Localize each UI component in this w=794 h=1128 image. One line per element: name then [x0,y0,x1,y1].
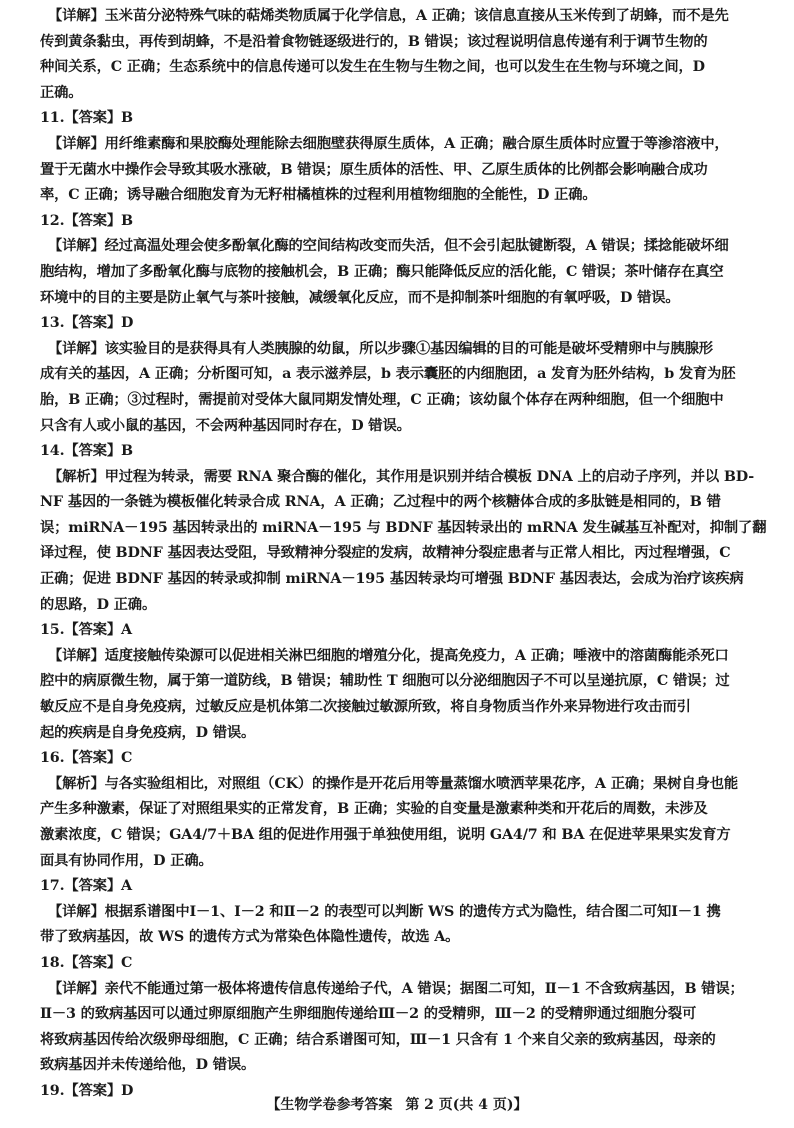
answer-heading: 19.【答案】D [40,1082,134,1099]
question-13 [40,311,770,439]
text-line: 【详解】亲代不能通过第一极体将遗传信息传递给子代，A 错误；据图二可知，Ⅱ－1 不含致病基因，B 错误； [48,980,744,997]
text-line: 【解析】甲过程为转录，需要 RNA 聚合酶的催化，其作用是识别并结合模板 DNA 上的启动子序列，并以 BD- [48,468,755,485]
text-line: 传到黄条黏虫，再传到胡蜂，不是沿着食物链逐级进行的，B 错误；该过程说明信息传递有利于调节生物的 [40,33,708,50]
text-line: 胎，B 正确；③过程时，需提前对受体大鼠同期发情处理，C 正确；该幼鼠个体存在两种细胞，但一个细胞中 [40,391,724,408]
text-line: Ⅱ－3 的致病基因可以通过卵原细胞产生卵细胞传递给Ⅲ－2 的受精卵，Ⅲ－2 的受精卵通过细胞分裂可 [40,1006,697,1023]
text-line: 【详解】玉米苗分泌特殊气味的萜烯类物质属于化学信息，A 正确；该信息直接从玉米传到了胡蜂，而不是先 [48,8,729,24]
question-16 [40,746,770,874]
answer-document [40,4,770,1105]
text-line: 正确；促进 BDNF 基因的转录或抑制 miRNA－195 基因转录均可增强 BDNF 基因表达，会成为治疗该疾病 [40,571,744,588]
answer-heading: 17.【答案】A [40,878,132,895]
text-line: 置于无菌水中操作会导致其吸水涨破，B 错误；原生质体的活性、甲、乙原生质体的比例都会影响融合成功 [40,161,708,178]
text-line: 将致病基因传给次级卵母细胞，C 正确；结合系谱图可知，Ⅲ－1 只含有 1 个来自父亲的致病基因，母亲的 [40,1031,716,1048]
question-15 [40,618,770,746]
text-line: 致病基因并未传递给他，D 错误。 [40,1057,256,1074]
footer-page-number: 第 2 页(共 4 页)】 [405,1097,528,1113]
text-line: 【解析】与各实验组相比，对照组（CK）的操作是开花后用等量蒸馏水喷洒苹果花序，A 正确；果树自身也能 [48,775,739,792]
answer-heading: 14.【答案】B [40,443,133,460]
page-footer [0,1094,794,1114]
text-line: 起的疾病是自身免疫病，D 错误。 [40,724,256,741]
answer-heading: 16.【答案】C [40,750,133,767]
text-line: 成有关的基因，A 正确；分析图可知，a 表示滋养层，b 表示囊胚的内细胞团，a 发育为胚外结构，b 发育为胚 [40,366,736,383]
text-line: 带了致病基因，故 WS 的遗传方式为常染色体隐性遗传，故选 A。 [40,929,460,946]
question-14 [40,439,770,618]
question-12 [40,209,770,311]
text-line: 【详解】用纤维素酶和果胶酶处理能除去细胞壁获得原生质体，A 正确；融合原生质体时应置于等渗溶液中， [48,135,729,152]
text-line: 激素浓度，C 错误；GA4/7＋BA 组的促进作用强于单独使用组，说明 GA4/7 和 BA 在促进苹果果实发育方 [40,827,731,843]
answer-heading: 11.【答案】B [40,110,133,127]
text-line: 胞结构，增加了多酚氧化酶与底物的接触机会，B 正确；酶只能降低反应的活化能，C 错误；茶叶储存在真空 [40,263,724,280]
footer-title: 【生物学卷参考答案 [266,1097,393,1113]
text-line: 误；miRNA－195 基因转录出的 miRNA－195 与 BDNF 基因转录出的 mRNA 发生碱基互补配对，抑制了翻 [40,519,767,536]
text-line: 产生多种激素，保证了对照组果实的正常发育，B 正确；实验的自变量是激素种类和开花后的周数，未涉及 [40,801,708,818]
answer-heading: 13.【答案】D [40,315,134,332]
text-line: 环境中的目的主要是防止氧气与茶叶接触，减缓氧化反应，而不是抑制茶叶细胞的有氧呼吸，D 错误。 [40,289,680,306]
answer-heading: 12.【答案】B [40,212,133,229]
text-line: NF 基因的一条链为模板催化转录合成 RNA，A 正确；乙过程中的两个核糖体合成的多肽链是相同的，B 错 [40,494,721,511]
text-line: 率，C 正确；诱导融合细胞发育为无籽柑橘植株的过程利用植物细胞的全能性，D 正确。 [40,187,597,204]
text-line: 【详解】该实验目的是获得具有人类胰腺的幼鼠，所以步骤①基因编辑的目的可能是破坏受精卵中与胰腺形 [48,340,713,357]
answer-heading: 15.【答案】A [40,622,132,639]
intro-paragraph [40,4,770,106]
text-line: 敏反应不是自身免疫病，过敏反应是机体第二次接触过敏源所致，将自身物质当作外来异物进行攻击而引 [40,699,691,716]
question-17 [40,874,770,951]
question-18 [40,951,770,1079]
text-line: 【详解】适度接触传染源可以促进相关淋巴细胞的增殖分化，提高免疫力，A 正确；唾液中的溶菌酶能杀死口 [48,647,729,664]
text-line: 译过程，使 BDNF 基因表达受阻，导致精神分裂症的发病，故精神分裂症患者与正常人相比，丙过程增强，C [40,545,731,562]
text-line: 【详解】根据系谱图中Ⅰ－1、Ⅰ－2 和Ⅱ－2 的表型可以判断 WS 的遗传方式为隐性，结合图二可知Ⅰ－1 携 [48,903,721,920]
text-line: 腔中的病原微生物，属于第一道防线，B 错误；辅助性 T 细胞可以分泌细胞因子不可以呈递抗原，C 错误；过 [40,673,730,690]
question-11 [40,106,770,208]
text-line: 种间关系，C 正确；生态系统中的信息传递可以发生在生物与生物之间，也可以发生在生物与环境之间，D [40,59,705,76]
text-line: 【详解】经过高温处理会使多酚氧化酶的空间结构改变而失活，但不会引起肽键断裂，A 错误；揉捻能破坏细 [48,238,729,255]
text-line: 正确。 [40,84,83,101]
text-line: 的思路，D 正确。 [40,596,157,613]
text-line: 只含有人或小鼠的基因，不会两种基因同时存在，D 错误。 [40,417,411,434]
answer-heading: 18.【答案】C [40,954,133,971]
text-line: 面具有协同作用，D 正确。 [40,852,213,869]
